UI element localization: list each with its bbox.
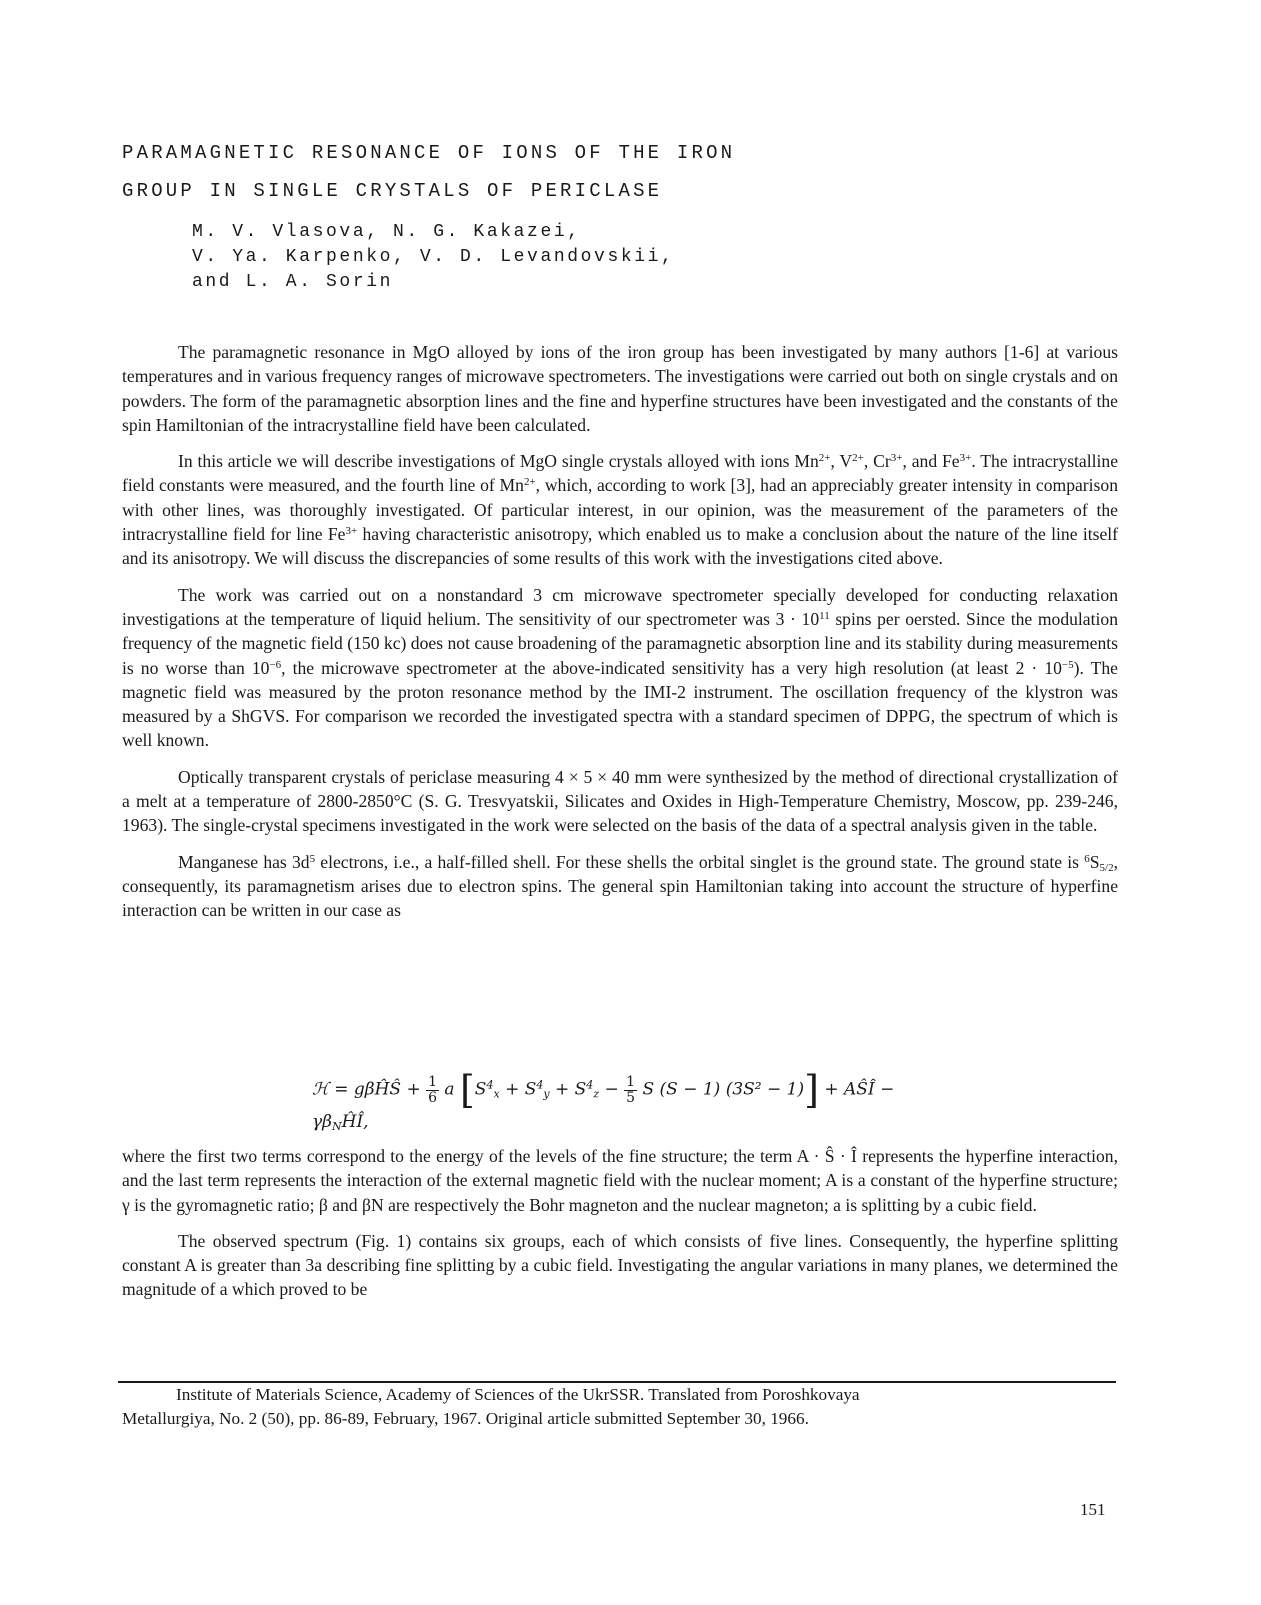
paragraph-7: The observed spectrum (Fig. 1) contains six groups, each of which consists of five lines. Consequently, the hyperfine splitting constant A is greater than 3a describing fine splitting by a cubic field. Investigating the angular variations in many planes, we determined the magnitude of a which proved to be: [122, 1230, 1118, 1300]
author-list: [192, 220, 674, 295]
page-number: 151: [1080, 1500, 1106, 1519]
paragraph-2: In this article we will describe investigations of MgO single crystals alloyed with ions $Mn^{2+}$, $V^{2+}$, $Cr^{3+}$, and $Fe^{3+}$. The intracrystalline field constants were measured, and the fourth line of $Mn^{2+}$, which, according to work [3], had an appreciably greater intensity in comparison with other lines, was thoroughly investigated. Of particular interest, in our opinion, was the measurement of the parameters of the intracrystalline field for line $Fe^{3+}$ having characteristic anisotropy, which enabled us to make a conclusion about the nature of the line itself and its anisotropy. We will discuss the discrepancies of some results of this work with the investigations cited above.: [122, 451, 1119, 569]
paragraph-3: The work was carried out on a nonstandard 3 cm microwave spectrometer specially developed for conducting relaxation investigations at the temperature of liquid helium. The sensitivity of our spectrometer was $3 \cdot 10^{11}$ spins per oersted. Since the modulation frequency of the magnetic field (150 kc) does not cause broadening of the paramagnetic absorption line and its stability during measurements is no worse than $10^{-6}$, the microwave spectrometer at the above-indicated sensitivity has a very high resolution (at least $2 \cdot 10^{-5}$). The magnetic field was measured by the proton resonance method by the IMI-2 instrument. The oscillation frequency of the klystron was measured by a ShGVS. For comparison we recorded the investigated spectra with a standard specimen of DPPG, the spectrum of which is well known.: [122, 584, 1118, 751]
article-title: [122, 134, 735, 210]
footnote-line-2: Metallurgiya, No. 2 (50), pp. 86-89, February, 1967. Original article submitted September 30, 1966.: [122, 1409, 809, 1428]
footnote: [122, 1383, 1118, 1431]
body-text-lower: [122, 1144, 1118, 1314]
author-line-3: and L. A. Sorin: [192, 272, 394, 292]
title-line-2: GROUP IN SINGLE CRYSTALS OF PERICLASE: [122, 180, 663, 202]
paragraph-6: where the first two terms correspond to the energy of the levels of the fine structure; the term A · Ŝ · Î represents the hyperfine interaction, and the last term represents the interaction of the external magnetic field with the nuclear moment; A is a constant of the hyperfine structure; γ is the gyromagnetic ratio; β and βN are respectively the Bohr magneton and the nuclear magneton; a is splitting by a cubic field.: [122, 1146, 1118, 1215]
author-line-2: V. Ya. Karpenko, V. D. Levandovskii,: [192, 247, 675, 267]
paragraph-5: Manganese has $3d^5$ electrons, i.e., a half-filled shell. For these shells the orbital singlet is the ground state. The ground state is $^6S_{5/2}$, consequently, its paramagnetism arises due to electron spins. The general spin Hamiltonian taking into account the structure of hyperfine interaction can be written in our case as: [122, 851, 1118, 921]
body-text-upper: [122, 340, 1118, 935]
paragraph-4: Optically transparent crystals of periclase measuring 4 × 5 × 40 mm were synthesized by the method of directional crystallization of a melt at a temperature of 2800-2850°C (S. G. Tresvyatskii, Silicates and Oxides in High-Temperature Chemistry, Moscow, pp. 239-246, 1963). The single-crystal specimens investigated in the work were selected on the basis of the data of a spectral analysis given in the table.: [122, 766, 1118, 836]
spin-hamiltonian-equation: ℋ = gβĤŜ + $\frac{1}{6}$ a [$S^4_x + S^4_y + S^4_z$ − $\frac{1}{5}$ S (S − 1) (3S² − 1)] + AŜÎ − $\gamma\beta_NĤÎ$,: [312, 1068, 895, 1133]
title-line-1: PARAMAGNETIC RESONANCE OF IONS OF THE IRON: [122, 142, 736, 164]
author-line-1: M. V. Vlasova, N. G. Kakazei,: [192, 222, 581, 242]
paragraph-1: The paramagnetic resonance in MgO alloyed by ions of the iron group has been investigated by many authors [1-6] at various temperatures and in various frequency ranges of microwave spectrometers. The investigations were carried out both on single crystals and on powders. The form of the paramagnetic absorption lines and the fine and hyperfine structures have been investigated and the constants of the spin Hamiltonian of the intracrystalline field have been calculated.: [122, 342, 1118, 435]
footnote-line-1: Institute of Materials Science, Academy of Sciences of the UkrSSR. Translated from Poroshkovaya: [176, 1385, 860, 1404]
